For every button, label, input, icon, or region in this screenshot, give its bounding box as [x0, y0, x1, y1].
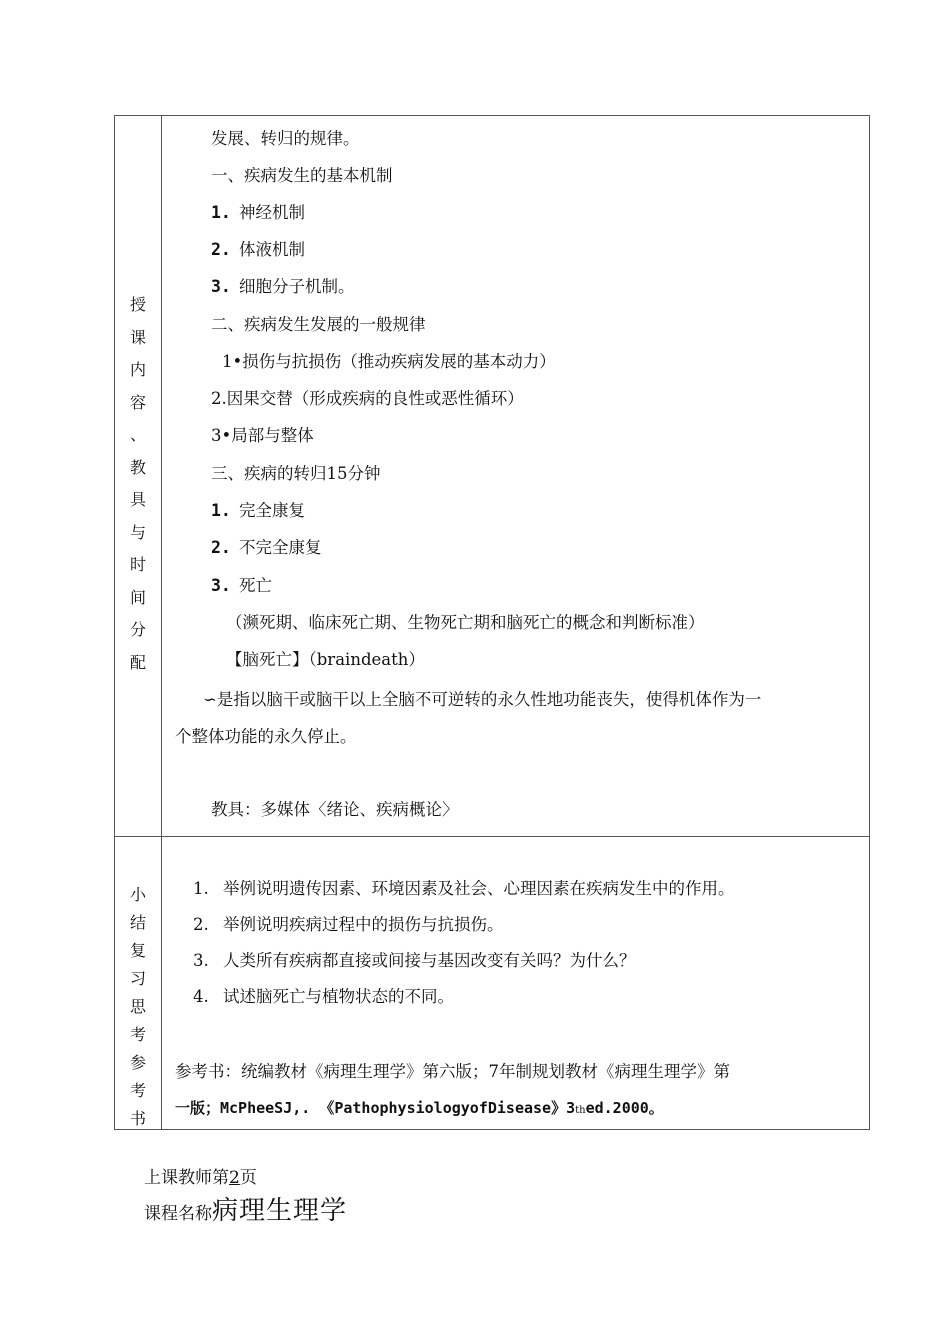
reference-text: 参考书：统编教材《病理生理学》第六版；7年制规划教材《病理生理学》第 [175, 1062, 730, 1081]
item-text: 神经机制 [239, 203, 305, 222]
item-number: 1. [211, 203, 231, 222]
item-text: 细胞分子机制。 [239, 277, 355, 296]
question-item [193, 985, 454, 1009]
course-name: 病理生理学 [212, 1196, 348, 1226]
reference-part: ed.2000。 [585, 1099, 664, 1117]
teaching-tools: 教具：多媒体〈绪论、疾病概论〉 [211, 800, 459, 819]
section-label-review [115, 881, 161, 1133]
label-char: 思 [129, 997, 146, 1016]
label-char: 结 [129, 913, 146, 932]
page-number: 2 [229, 1168, 240, 1188]
item-text: 举例说明遗传因素、环境因素及社会、心理因素在疾病发生中的作用。 [223, 879, 735, 898]
term-brain-death: 【脑死亡】（braindeath） [226, 650, 425, 669]
label-char: 教 [129, 457, 146, 477]
question-item [193, 949, 636, 973]
label-char: 课 [129, 327, 146, 347]
list-item: 2.因果交替（形成疾病的良性或恶性循环） [211, 389, 524, 408]
item-number: 3. [193, 951, 209, 970]
label-char: 配 [129, 652, 146, 672]
heading-mechanisms: 一、疾病发生的基本机制 [211, 166, 393, 185]
row-divider [115, 836, 869, 837]
label-char: 时 [129, 555, 146, 574]
item-number: 2. [211, 538, 231, 557]
item-number: 4. [193, 987, 209, 1006]
list-item [211, 275, 355, 299]
label-char: 分 [129, 620, 146, 639]
teacher-label: 上课教师第 [144, 1168, 229, 1188]
label-char: 内 [129, 360, 146, 379]
item-text: 体液机制 [239, 240, 305, 259]
label-char: 与 [129, 522, 146, 542]
label-char: 授 [129, 295, 146, 314]
item-number: 3. [211, 277, 231, 296]
label-char: 间 [129, 587, 146, 607]
question-item [193, 877, 735, 901]
label-char: 容 [129, 392, 146, 412]
teacher-page-line [144, 1163, 257, 1188]
definition-text: ∽是指以脑干或脑干以上全脑不可逆转的永久性地功能丧失，使得机体作为一 [203, 690, 762, 709]
item-text: 人类所有疾病都直接或间接与基因改变有关吗？为什么？ [223, 951, 636, 970]
item-text: 不完全康复 [239, 538, 322, 557]
reference-part: 一版；McPheeSJ,. 《PathophysiologyofDisease》3 [175, 1099, 576, 1117]
label-char: 、 [129, 425, 146, 444]
note-text: （濒死期、临床死亡期、生物死亡期和脑死亡的概念和判断标准） [226, 613, 705, 632]
heading-outcomes: 三、疾病的转归15分钟 [211, 464, 381, 483]
list-item [211, 574, 272, 598]
course-label: 课程名称 [144, 1204, 212, 1224]
item-number: 2. [211, 240, 231, 259]
column-divider [161, 116, 162, 1129]
page-suffix: 页 [239, 1168, 257, 1188]
list-item: 1•损伤与抗损伤（推动疾病发展的基本动力） [222, 352, 556, 371]
item-text: 死亡 [239, 576, 272, 595]
label-char: 习 [129, 969, 146, 988]
definition-text: 个整体功能的永久停止。 [175, 727, 357, 746]
item-text: 举例说明疾病过程中的损伤与抗损伤。 [223, 915, 504, 934]
reference-text [175, 1096, 664, 1123]
item-number: 1. [211, 501, 231, 520]
item-text: 完全康复 [239, 501, 305, 520]
item-number: 2. [193, 915, 209, 934]
label-char: 小 [129, 885, 146, 904]
label-char: 具 [129, 490, 146, 509]
list-item: 3•局部与整体 [211, 426, 314, 445]
label-char: 参 [129, 1053, 146, 1072]
course-line [144, 1190, 347, 1227]
label-char: 书 [129, 1109, 146, 1128]
label-char: 考 [129, 1081, 146, 1100]
content-line: 发展、转归的规律。 [211, 129, 360, 148]
list-item [211, 201, 305, 225]
label-char: 复 [129, 941, 146, 960]
superscript: th [575, 1105, 586, 1116]
item-text: 试述脑死亡与植物状态的不同。 [223, 987, 454, 1006]
heading-rules: 二、疾病发生发展的一般规律 [211, 315, 426, 334]
section-label-content [115, 289, 161, 679]
list-item [211, 536, 322, 560]
label-char: 考 [129, 1025, 146, 1044]
list-item [211, 238, 305, 262]
list-item [211, 499, 305, 523]
item-number: 3. [211, 576, 231, 595]
question-item [193, 913, 504, 937]
item-number: 1. [193, 879, 209, 898]
